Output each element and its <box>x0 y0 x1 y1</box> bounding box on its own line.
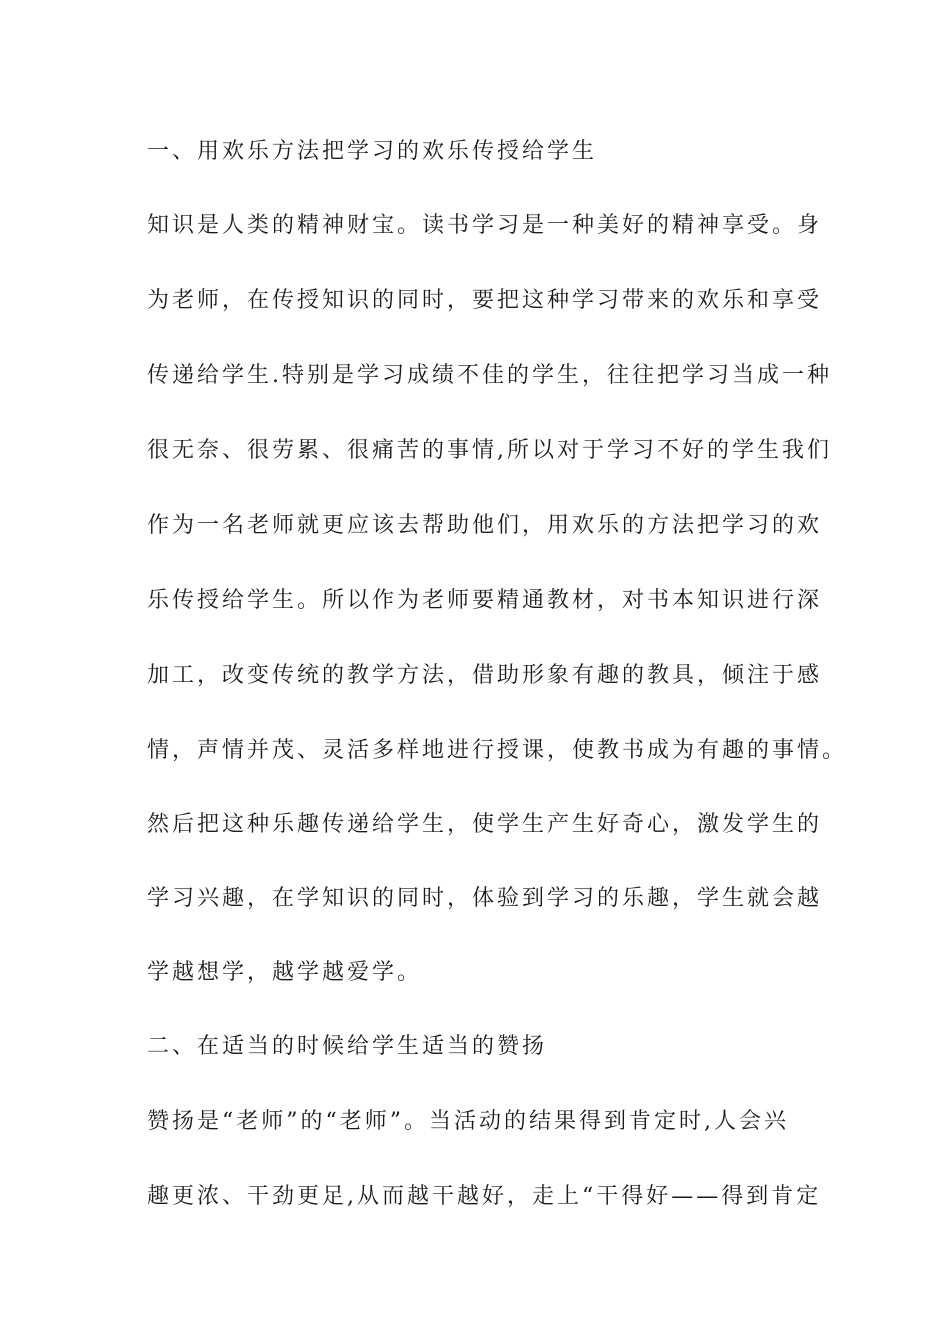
paragraph-line: 知识是人类的精神财宝。读书学习是一种美好的精神享受。身 <box>147 213 823 238</box>
paragraph-line: 加工，改变传统的教学方法，借助形象有趣的教具，倾注于感 <box>147 663 823 688</box>
paragraph-line: 然后把这种乐趣传递给学生，使学生产生好奇心，激发学生的 <box>147 812 823 837</box>
heading-section-1: 一、用欢乐方法把学习的欢乐传授给学生 <box>147 139 598 164</box>
paragraph-line: 赞扬是“老师”的“老师”。当活动的结果得到肯定时,人会兴 <box>147 1109 789 1134</box>
paragraph-line: 传递给学生.特别是学习成绩不佳的学生，往往把学习当成一种 <box>147 363 832 388</box>
paragraph-line: 为老师，在传授知识的同时，要把这种学习带来的欢乐和享受 <box>147 288 823 313</box>
paragraph-line: 作为一名老师就更应该去帮助他们，用欢乐的方法把学习的欢 <box>147 513 823 538</box>
heading-section-2: 二、在适当的时候给学生适当的赞扬 <box>147 1034 548 1059</box>
paragraph-line: 学习兴趣，在学知识的同时，体验到学习的乐趣，学生就会越 <box>147 886 823 911</box>
paragraph-line: 乐传授给学生。所以作为老师要精通教材，对书本知识进行深 <box>147 588 823 613</box>
paragraph-line: 情，声情并茂、灵活多样地进行授课，使教书成为有趣的事情。 <box>147 738 848 763</box>
paragraph-line: 趣更浓、干劲更足,从而越干越好，走上“干得好——得到肯定 <box>147 1184 822 1209</box>
paragraph-line: 很无奈、很劳累、很痛苦的事情,所以对于学习不好的学生我们 <box>147 438 832 463</box>
paragraph-line: 学越想学，越学越爱学。 <box>147 960 423 985</box>
